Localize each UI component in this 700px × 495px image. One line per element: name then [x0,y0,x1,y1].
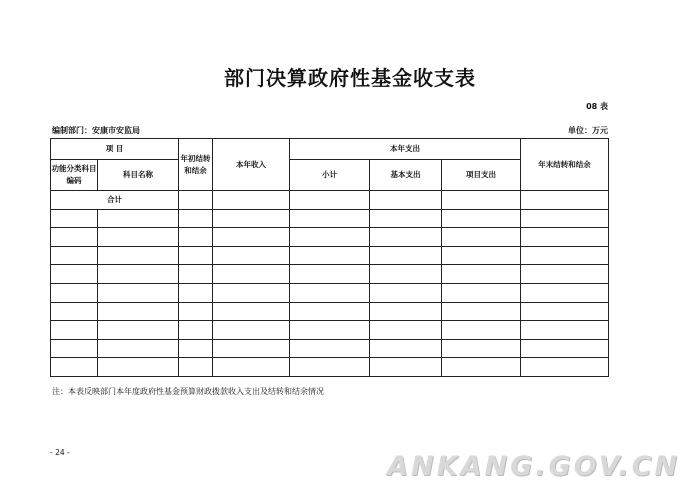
table-row [51,339,609,358]
table-cell [213,358,290,377]
table-cell [290,339,370,358]
table-cell [442,321,521,340]
header-basic-expense: 基本支出 [370,160,442,191]
table-cell [213,321,290,340]
header-project: 项 目 [51,139,179,160]
table-row [51,302,609,321]
table-cell [179,209,213,228]
table-cell [51,228,98,247]
table-cell [290,209,370,228]
table-cell [290,283,370,302]
table-cell [442,302,521,321]
table-cell [51,358,98,377]
table-cell [179,321,213,340]
table-cell [370,283,442,302]
table-cell [370,209,442,228]
table-cell [98,302,179,321]
table-cell [213,209,290,228]
header-subtotal: 小计 [290,160,370,191]
table-cell [179,246,213,265]
total-row [51,191,609,210]
table-cell [98,321,179,340]
table-cell [370,191,442,210]
header-project-expense: 项目支出 [442,160,521,191]
table-cell [370,302,442,321]
table-cell [98,228,179,247]
table-cell [98,246,179,265]
table-cell [521,358,609,377]
table-cell [98,358,179,377]
table-cell [98,265,179,284]
table-cell [442,265,521,284]
table-cell [442,358,521,377]
table-cell [51,265,98,284]
table-row [51,246,609,265]
table-cell [213,283,290,302]
header-beginning-balance: 年初结转和结余 [179,139,213,191]
table-cell [51,283,98,302]
table-cell [290,321,370,340]
unit-label: 单位：万元 [568,126,608,135]
table-cell [290,228,370,247]
table-cell [179,302,213,321]
header-subject-name: 科目名称 [98,160,179,191]
table-cell [213,191,290,210]
header-ending-balance: 年末结转和结余 [521,139,609,191]
table-cell [179,339,213,358]
page-number: - 24 - [50,448,70,457]
table-cell [179,191,213,210]
table-cell [51,302,98,321]
table-cell [98,209,179,228]
table-cell [370,321,442,340]
table-cell [442,228,521,247]
table-cell [442,283,521,302]
table-row [51,321,609,340]
table-cell [370,339,442,358]
table-cell [290,302,370,321]
table-cell [51,209,98,228]
table-cell [213,265,290,284]
table-cell [213,228,290,247]
table-cell [51,339,98,358]
header-annual-income: 本年收入 [213,139,290,191]
department-unit-row [52,125,608,136]
table-cell [370,228,442,247]
table-cell [98,283,179,302]
table-row [51,358,609,377]
table-cell [521,339,609,358]
table-cell [521,246,609,265]
fund-revenue-expense-table [50,138,609,377]
header-category-code: 功能分类科目编码 [51,160,98,191]
table-cell [179,265,213,284]
table-row [51,209,609,228]
table-cell [98,339,179,358]
total-label: 合计 [51,191,179,210]
table-cell [51,321,98,340]
department-label: 编制部门：安康市安监局 [52,126,140,135]
table-cell [179,283,213,302]
header-annual-expense: 本年支出 [290,139,521,160]
page-title: 部门决算政府性基金收支表 [224,66,476,90]
table-cell [442,339,521,358]
table-row [51,228,609,247]
table-cell [290,191,370,210]
table-cell [179,358,213,377]
table-cell [521,302,609,321]
table-cell [521,228,609,247]
table-cell [213,339,290,358]
table-number: 08 表 [586,102,608,111]
table-cell [51,246,98,265]
footnote: 注：本表反映部门本年度政府性基金预算财政拨款收入支出及结转和结余情况 [52,387,324,396]
table-cell [521,209,609,228]
table-cell [442,209,521,228]
table-cell [521,283,609,302]
table-cell [290,265,370,284]
table-cell [370,358,442,377]
table-row [51,283,609,302]
table-cell [370,265,442,284]
table-cell [179,228,213,247]
table-cell [370,246,442,265]
table-cell [521,265,609,284]
table-cell [213,246,290,265]
site-watermark: ANKANG.GOV.CN [387,451,680,482]
table-cell [290,358,370,377]
table-cell [213,302,290,321]
table-cell [442,191,521,210]
table-cell [290,246,370,265]
table-cell [521,191,609,210]
header-row-1 [51,139,609,160]
table-cell [521,321,609,340]
table-cell [442,246,521,265]
table-row [51,265,609,284]
